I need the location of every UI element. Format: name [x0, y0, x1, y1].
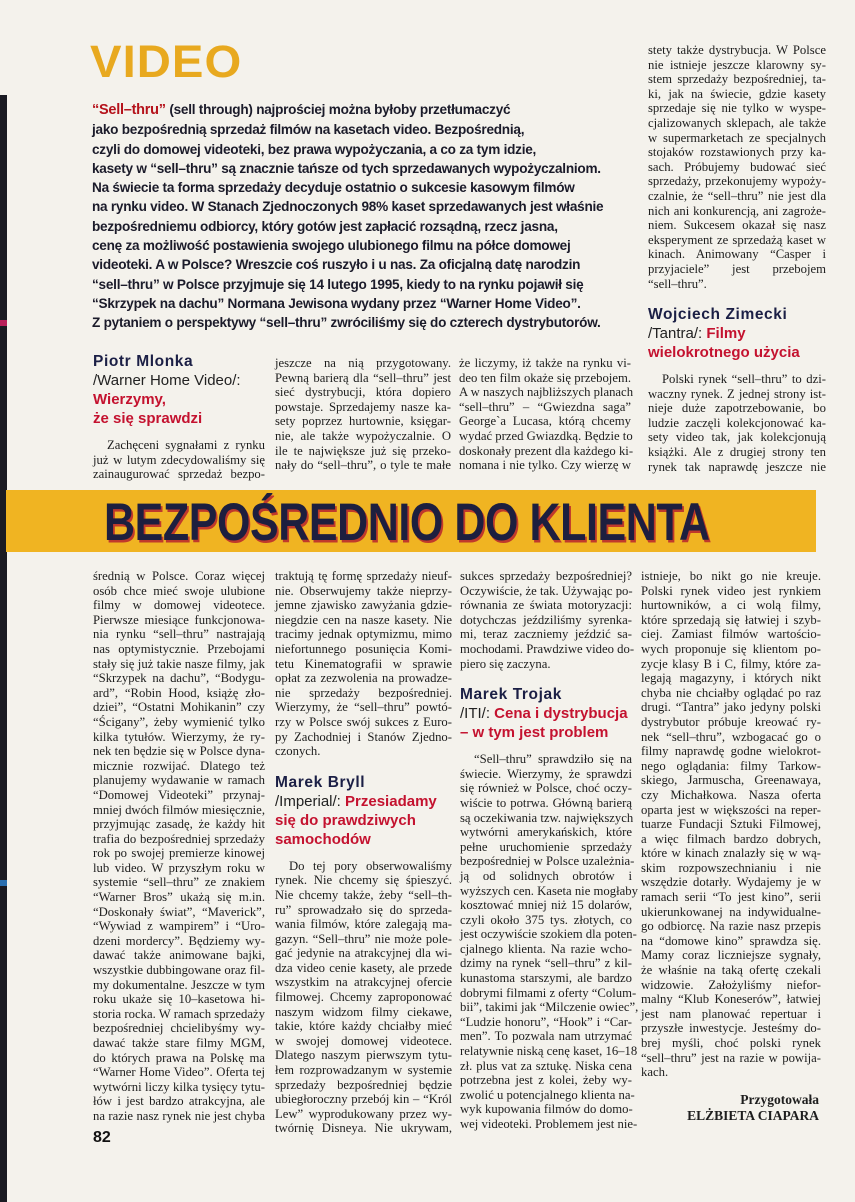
text-line: kinach. Animowany “Casper i — [648, 247, 826, 262]
text-line: gazyn. “Sell–thru” nie może pole- — [275, 931, 452, 946]
interviewee-heading — [93, 352, 265, 428]
text-line: kunastoma starszymi, ale bardzo — [460, 971, 632, 986]
paragraph — [93, 569, 265, 1124]
text-line: osób chce mieć swoje ulubione — [93, 583, 265, 598]
text-line: dobrymi filmami z oferty “Colum- — [460, 985, 637, 1000]
text-line: wych proponuje się klientom po- — [641, 641, 821, 656]
text-line: kilka tytułów. Wierzymy, że ry- — [93, 729, 265, 744]
text-line: wytwórni amerykańskich, które — [460, 825, 632, 840]
top-column-3 — [459, 356, 634, 473]
text-line: skim rozpowszechnianiu i nie — [641, 860, 821, 875]
interviewee-heading — [648, 305, 826, 362]
text-line: eksperyment ze sprzedażą kaset w — [648, 232, 826, 247]
text-line: dawać także stare filmy MGM, — [93, 1036, 265, 1050]
text-line: łów i jest bardzo atrakcyjna, ale — [93, 1094, 265, 1109]
text-line: sety poprzez hurtownie, księgar- — [275, 414, 451, 429]
interview-title: Filmy — [706, 325, 746, 343]
text-line: łem rozprowadzanym w systemie — [275, 1063, 452, 1078]
headline: BEZPOŚREDNIO DO KLIENTA — [104, 493, 710, 552]
paragraph — [648, 43, 826, 291]
text-line: nomana i nie tylko. Czy wierzę w — [459, 458, 631, 473]
text-line: micznie rozwijać. Dlatego też — [93, 758, 265, 773]
text-line: które sprzedają się łatwiej i szyb- — [641, 612, 821, 627]
lead-line — [92, 217, 640, 236]
text-line: stojaków rozstawionych przy ka- — [648, 145, 826, 160]
text-line: sukces sprzedaży bezpośredniej? — [460, 569, 632, 583]
text-line: przyszłe inwestycje. Jesteśmy do- — [641, 1021, 821, 1036]
text-line: nich ani konkurencją, ani zagroże- — [648, 203, 826, 218]
text-line: nały do “sell–thru”, o tyle te małe — [275, 458, 451, 473]
text-line: istnieje, bo nikt go nie kreuje. — [641, 569, 821, 583]
text-line: filmy naprawdę godne wielokrot- — [641, 744, 821, 759]
text-line: ard”, “Robin Hood, książę zło- — [93, 685, 265, 700]
text-line: relatywnie niską cenę kaset, 16–18 — [460, 1044, 638, 1059]
text-line: wydać przed Gwiazdką. Będzie to — [459, 428, 633, 443]
text-line: się również w Polsce, choć oczy- — [460, 781, 632, 796]
lead-line-text: Z pytaniem o perspektywy “sell–thru” zwróciliśmy się do czterech dystrybutorów. — [92, 315, 601, 331]
page-edge-strip — [0, 95, 7, 1202]
interview-title: Przesiadamy — [345, 792, 437, 810]
interviewee-heading — [460, 685, 632, 742]
text-line: ludzie zaczęli kolekcjonować ka- — [648, 415, 826, 430]
text-line: ciej. Zamiast filmów wartościo- — [641, 627, 821, 642]
edge-color-mark — [0, 320, 7, 326]
interviewee-name: Marek Trojak — [460, 686, 562, 704]
text-line: sprzedaży, przekonujemy wypoży- — [648, 174, 826, 189]
lead-line-text: bezpośredniemu odbiorcy, który gotów jest zapłacić rozsądną, rzecz jasna, — [92, 218, 558, 234]
text-line: Wierzymy, że “sell–thru” powtó- — [275, 700, 452, 715]
text-line: zwolić u potencjalnego klienta na- — [460, 1087, 635, 1102]
text-line: zł. plus vat za sztukę. Niska cena — [460, 1058, 632, 1073]
paragraph — [648, 372, 826, 474]
text-line: planujemy wydawanie w ramach — [93, 773, 265, 788]
heading-line — [460, 704, 632, 723]
text-line: dzimy na rynek “sell–thru” z kil- — [460, 956, 632, 971]
company-name: /ITI/: — [460, 705, 495, 723]
lead-line-text: na rynku video. W Stanach Zjednoczonych 98% kaset sprzedawanych jest właśnie — [92, 199, 604, 215]
company-name: /Warner Home Video/: — [93, 372, 241, 389]
text-line: “sell–thru” jest na razie w powija- — [641, 1050, 821, 1065]
text-line: jeszcze na nią przygotowany. — [275, 356, 451, 370]
text-line: “sell–thru” – “Gwiezdna saga” — [459, 399, 631, 414]
text-line: ukierunkowanej na indywidualne- — [641, 904, 821, 919]
text-line: tracimy jednak optymizmu, mimo — [275, 627, 452, 642]
text-line: świecie. Wierzymy, że sprawdzi — [460, 766, 632, 781]
text-line: powstaje. Sprzedajemy nasze ka- — [275, 399, 451, 414]
text-line: rok po swojej premierze kinowej — [93, 846, 265, 861]
text-line: ki, jak na świecie, gdzie kasety — [648, 86, 826, 101]
text-line: czalnie, że “sell–thru” nie jest dla — [648, 188, 826, 203]
text-line: rynek. Nie chcemy się śpieszyć. — [275, 873, 452, 888]
text-line: wiście to potrwa. Główną barierą — [460, 795, 632, 810]
text-line: roku ukaże się 10–kasetowa hi- — [93, 992, 265, 1007]
interview-title: Wierzymy, — [93, 391, 166, 408]
text-line: Pewną barierą dla “sell–thru” jest — [275, 370, 451, 385]
text-line: twórnię Disneya. Nie ukrywam, — [275, 1121, 452, 1136]
text-line: oparta jest w większości na reper- — [641, 802, 821, 817]
text-line: nek “sell–thru”, wzbogacać go o — [641, 729, 821, 744]
lead-line — [92, 140, 640, 159]
text-line: wyższych cen. Kaseta nie mogłaby — [460, 883, 638, 898]
lead-line — [92, 197, 640, 216]
heading-line — [93, 371, 265, 390]
lead-line-text: czyli do domowej videoteki, bez prawa wypożyczania, a co za tym idzie, — [92, 141, 537, 157]
lead-line — [92, 255, 640, 274]
page-number: 82 — [93, 1129, 111, 1146]
lead-line — [92, 294, 640, 313]
text-line: wszystkie dubbingowane oraz fil- — [93, 963, 265, 978]
text-line: trafia do bezpośredniej sprzedaży — [93, 831, 265, 846]
text-line: ile te największe już się przeko- — [275, 443, 451, 458]
lead-paragraph — [92, 100, 640, 333]
text-line: stały się już takie nasze filmy, jak — [93, 656, 265, 671]
text-line: skiego, Jarmuscha, Greenawaya, — [641, 773, 821, 788]
top-column-1 — [93, 352, 265, 482]
text-line: ją od solidnych obrotów i — [460, 868, 632, 883]
text-line: “Skrzypek na dachu”, “Bodygu- — [93, 671, 265, 686]
text-line: Lew” wyprodukowany przez wy- — [275, 1106, 452, 1121]
text-line: Polski rynek “sell–thru” to dzi- — [662, 372, 826, 387]
paragraph — [460, 569, 635, 671]
text-line: wszystkim na atrakcyjnej ofercie — [275, 975, 452, 990]
text-line: dza video cenie kasety, ale przede — [275, 960, 452, 975]
heading-line — [275, 792, 452, 811]
company-name: /Imperial/: — [275, 792, 346, 810]
credit-author: ELŻBIETA CIAPARA — [687, 1108, 819, 1123]
text-line: cjalizowanych sklepach, ale także — [648, 115, 826, 130]
text-line: sety video tak, jak kolekcjonują — [648, 430, 826, 445]
text-line: stem sprzedaży bezpośredniej, ta- — [648, 72, 826, 87]
text-line: nie, ale także wypożyczalnie. O — [275, 428, 451, 443]
text-line: piero się zaczyna. — [460, 656, 551, 671]
lead-line-text: “sell–thru” w Polsce przyjmuje się 14 lutego 1995, kiedy to na rynku pojawił się — [92, 276, 584, 292]
lead-line-text: cenę za możliwość postawienia swojego ulubionego filmu na półce domowej — [92, 238, 571, 254]
text-line: filmowej. Chcemy zaproponować — [275, 990, 452, 1005]
text-line: na razie nasz rynek nie jest chyba — [93, 1108, 265, 1123]
text-line: Oczywiście, że tak. Używając po- — [460, 583, 633, 598]
bottom-column-3 — [460, 569, 639, 1132]
text-line: traktują tę formę sprzedaży nieuf- — [275, 569, 452, 583]
lead-line-text: “Skrzypek na dachu” Normana Jewisona wydany przez “Warner Home Video”. — [92, 295, 581, 311]
text-line: takie, które każdy chciałby mieć — [275, 1019, 452, 1034]
text-line: ru” sprowadzało się do sprzeda- — [275, 902, 452, 917]
lead-line — [92, 100, 640, 120]
text-line: nas optymistycznie. Przebojami — [93, 641, 265, 656]
text-line: nego oglądania: filmy Tarkow- — [641, 758, 821, 773]
text-line: “Sell–thru” sprawdziło się na — [474, 752, 632, 767]
text-line: ramach serii “To jest kino”, serii — [641, 890, 821, 905]
interview-title: wielokrotnego użycia — [648, 344, 800, 362]
text-line: pełne uruchomienie sprzedaży — [460, 839, 632, 854]
lead-line-text: jako bezpośrednią sprzedaż filmów na kasetach video. Bezpośrednią, — [92, 122, 525, 138]
paragraph — [459, 356, 634, 473]
text-line: równania ze świata motoryzacji: — [460, 598, 632, 613]
text-line: jest oczywiście szokiem dla poten- — [460, 927, 637, 942]
interviewee-name: Wojciech Zimecki — [648, 306, 788, 324]
text-line: nieje duże zapotrzebowanie, bo — [648, 401, 826, 416]
text-line: storia rocka. W ramach sprzedaży — [93, 1006, 265, 1021]
text-line: “Ludzie honoru”, “Hook” i “Car- — [460, 1014, 632, 1029]
text-line: A w naszych najbliższych planach — [459, 385, 634, 400]
text-line: George`a Lucasa, którą chcemy — [459, 414, 631, 429]
text-line: deo ten film okaże się przebojem. — [459, 370, 631, 385]
section-logo-video: VIDEO — [90, 36, 243, 87]
text-line: sieć dystrybucji, która dopiero — [275, 385, 451, 400]
text-line: cjalnego klienta. Na razie wcho- — [460, 941, 632, 956]
text-line: książki. Ale z drugiej strony ten — [648, 445, 826, 460]
text-line: bezpośredniej w Polsce uzależnia- — [460, 854, 635, 869]
author-credit — [641, 1092, 819, 1124]
text-line: ubiegłoroczny przebój kin – “Król — [275, 1092, 452, 1107]
text-line: brej myśli, choć polski rynek — [641, 1036, 821, 1050]
text-line: nek ten będzie się w Polsce dyna- — [93, 744, 265, 759]
text-line: “Warner Bros” ukażą się m.in. — [93, 890, 265, 905]
bottom-column-2 — [275, 569, 452, 1136]
text-line: że liczymy, iż także na rynku vi- — [459, 356, 631, 370]
text-line: naszym widzom filmy ciekawe, — [275, 1004, 452, 1019]
text-line: które w kinach znalazły się w wą- — [641, 846, 821, 861]
text-line: “sell–thru”. — [648, 276, 707, 291]
text-line: “Wywiad z wampirem” i “Uro- — [93, 919, 265, 934]
top-column-2 — [275, 356, 451, 473]
lead-line — [92, 159, 640, 178]
text-line: “Warner Home Video”. Oferta tej — [93, 1065, 265, 1080]
text-line: wej videoteki. Problemem jest nie- — [460, 1117, 638, 1131]
text-line: że właśnie na taką ofertę czekali — [641, 963, 821, 978]
company-name: /Tantra/: — [648, 325, 707, 343]
text-line: już w lutym zdecydowaliśmy się — [93, 452, 265, 467]
interviewee-name: Piotr Mlonka — [93, 353, 194, 370]
text-line: wszędzie dotarły. Wydajemy je w — [641, 875, 821, 890]
interview-title: Cena i dystrybucja — [494, 705, 628, 723]
text-line: lub video. W przyszłym roku w — [93, 860, 265, 875]
text-line: sach. Próbujemy budować sieć — [648, 159, 826, 174]
lead-line-text: (sell through) najprościej można byłoby przetłumaczyć — [165, 102, 511, 117]
edge-color-mark — [0, 880, 7, 886]
lead-line — [92, 275, 640, 294]
top-column-4 — [648, 43, 826, 474]
text-line: nia rynku “sell–thru” nastrajają — [93, 627, 265, 642]
text-line: czonych. — [275, 744, 321, 759]
text-line: dotychczas jeździliśmy syrenka- — [460, 612, 632, 627]
text-line: Zachęceni sygnałami z rynku — [107, 438, 265, 452]
interview-title: że się sprawdzi — [93, 410, 203, 427]
paragraph — [93, 438, 265, 482]
text-line: przyjmując zasadę, że każdy hit — [93, 817, 265, 832]
lead-line-text: kasety w “sell–thru” są znacznie tańsze od tych sprzedawanych wypożyczalniom. — [92, 160, 601, 176]
lead-line-text: videoteki. A w Polsce? Wreszcie coś ruszyło i u nas. Za oficjalną datę narodzin — [92, 257, 581, 273]
text-line: czyli około 375 tys. złotych, co — [460, 912, 632, 927]
paragraph — [275, 859, 452, 1136]
text-line: my dokumentalne. Jeszcze w tym — [93, 977, 265, 992]
text-line: przyjaciele” jest przebojem — [648, 261, 826, 276]
paragraph — [275, 569, 452, 759]
text-line: stety także dystrybucja. W Polsce — [648, 43, 826, 57]
text-line: chyba nie chciałby oglądać po raz — [641, 685, 821, 700]
text-line: bii”, takimi jak “Milczenie owiec”, — [460, 1000, 639, 1015]
bottom-column-4 — [641, 569, 821, 1080]
text-line: dystrybutor próbuje kreować ry- — [641, 714, 821, 729]
text-line: sprzedaje się nie tylko w wyspe- — [648, 101, 826, 116]
text-line: dziei”, “Ostatni Mohikanin” czy — [93, 700, 265, 715]
text-line: wytwórni liczy kilka tysięcy tytu- — [93, 1079, 265, 1094]
text-line: men”. To pozwala nam utrzymać — [460, 1029, 632, 1044]
text-line: doskonały prezent dla każdego ki- — [459, 443, 634, 458]
text-line: a więc filmach bardzo dobrych, — [641, 831, 821, 846]
text-line: tuarze Fundacji Sztuki Filmowej, — [641, 817, 821, 832]
text-line: średnią w Polsce. Coraz więcej — [93, 569, 265, 583]
text-line: kach. — [641, 1065, 669, 1080]
text-line: “Ścigany”, żeby wymienić tylko — [93, 714, 265, 729]
text-line: malny “Klub Koneserów”, łatwiej — [641, 992, 821, 1007]
paragraph — [275, 356, 451, 473]
interviewee-heading — [275, 773, 452, 849]
text-line: jest nam planować repertuar i — [641, 1006, 821, 1021]
text-line: Pierwsze miesiące funkcjonowa- — [93, 612, 265, 627]
text-line: mochodami. Prawdziwe video do- — [460, 641, 635, 656]
text-line: “Doskonały świat”, “Maverick”, — [93, 904, 265, 919]
text-line: Nie chcemy także, żeby “sell–th- — [275, 887, 452, 902]
text-line: widzowie. Założyliśmy niefor- — [641, 977, 821, 992]
text-line: niem. Sukcesem okazał się nasz — [648, 218, 826, 233]
headline-banner — [6, 490, 816, 552]
text-line: kosztować mniej niż 15 dolarów, — [460, 898, 632, 913]
text-line: sprzedaży bezpośredniej będzie — [275, 1077, 452, 1092]
text-line: legają magazyny, i których nikt — [641, 671, 821, 686]
text-line: w supermarketach ze specjalnych — [648, 130, 826, 145]
text-line: dzeni mordercy”. Będziemy wy- — [93, 933, 265, 948]
interview-title: samochodów — [275, 830, 371, 848]
text-line: rynek tak naprawdę jeszcze nie — [648, 459, 826, 474]
text-line: bezpośredniej chcielibyśmy wy- — [93, 1021, 265, 1036]
text-line: w swojej domowej videotece. — [275, 1033, 452, 1048]
text-line: jemne zjawisko zawyżania gdzie- — [275, 598, 452, 613]
credit-label: Przygotowała — [740, 1092, 819, 1107]
text-line: nie. Obserwujemy także nieprzy- — [275, 583, 452, 598]
text-line: waczny rynek. Z jednej strony ist- — [648, 386, 826, 401]
text-line: dawać także animowane bajki, — [93, 948, 265, 963]
text-line: do których prawa na Polskę ma — [93, 1050, 265, 1065]
text-line: hurtowników, a ci wolą filmy, — [641, 598, 821, 613]
text-line: nie sprzedaży bezpośredniej. — [275, 685, 452, 700]
text-line: systemie “sell–thru” ze znakiem — [93, 875, 265, 890]
text-line: potrzebna jest z kolei, żeby wy- — [460, 1073, 632, 1088]
text-line: Dlatego naszym pierwszym tytu- — [275, 1048, 452, 1063]
text-line: rzy w Polsce swój sukces z Euro- — [275, 714, 452, 729]
lead-line — [92, 120, 640, 139]
text-line: tetu Kinematografii w sprawie — [275, 656, 452, 671]
text-line: wyk kupowania filmów do domo- — [460, 1102, 633, 1117]
text-line: czy Michałkowa. Nasza oferta — [641, 787, 821, 802]
interview-title: się do prawdziwych — [275, 811, 416, 829]
text-line: filmy w domowej videotece. — [93, 598, 265, 613]
text-line: zainaugurować sprzedaż bezpo- — [93, 467, 265, 482]
paragraph — [460, 752, 639, 1131]
text-line: wania filmów, które zalegają ma- — [275, 917, 452, 932]
text-line: Mamy coraz liczniejsze sygnały, — [641, 948, 821, 963]
interview-title: – w tym jest problem — [460, 724, 609, 742]
lead-highlight: “Sell–thru” — [92, 102, 166, 118]
text-line: nie istnieje jeszcze klarowny sy- — [648, 57, 826, 72]
text-line: zycje klasy B i C, filmy, które za- — [641, 656, 821, 671]
text-line: mi, teraz zaczniemy jeździć sa- — [460, 627, 632, 642]
lead-line — [92, 313, 640, 332]
heading-line — [648, 324, 826, 343]
text-line: niegdzie cen na nasze kasety. Nie — [275, 612, 452, 627]
bottom-column-1 — [93, 569, 265, 1124]
text-line: drugi. “Tantra” jako jedyny polski — [641, 700, 821, 715]
text-line: Polski rynek video jest rynkiem — [641, 583, 821, 598]
text-line: na “domowe kino” sprawdza się. — [641, 933, 821, 948]
text-line: mniej dwóch filmów miesięcznie, — [93, 802, 265, 817]
text-line: gać jedynie na atrakcyjnej dla wi- — [275, 946, 452, 961]
text-line: go odbiorcę. Na razie nasz przepis — [641, 919, 821, 934]
text-line: niefortunnego posunięcia Komi- — [275, 641, 452, 656]
text-line: opłat za zezwolenia na prowadze- — [275, 671, 452, 686]
text-line: Do tej pory obserwowaliśmy — [289, 858, 452, 873]
interviewee-name: Marek Bryll — [275, 773, 366, 791]
text-line: py Zachodniej i Stanów Zjedno- — [275, 729, 452, 744]
lead-line — [92, 236, 640, 255]
paragraph — [641, 569, 821, 1080]
lead-line-text: Na świecie ta forma sprzedaży decyduje ostatnio o sukcesie kasowym filmów — [92, 180, 575, 196]
text-line: są oczekiwania tzw. największych — [460, 810, 634, 825]
text-line: “Domowej Videoteki” przynaj- — [93, 787, 265, 802]
lead-line — [92, 178, 640, 197]
